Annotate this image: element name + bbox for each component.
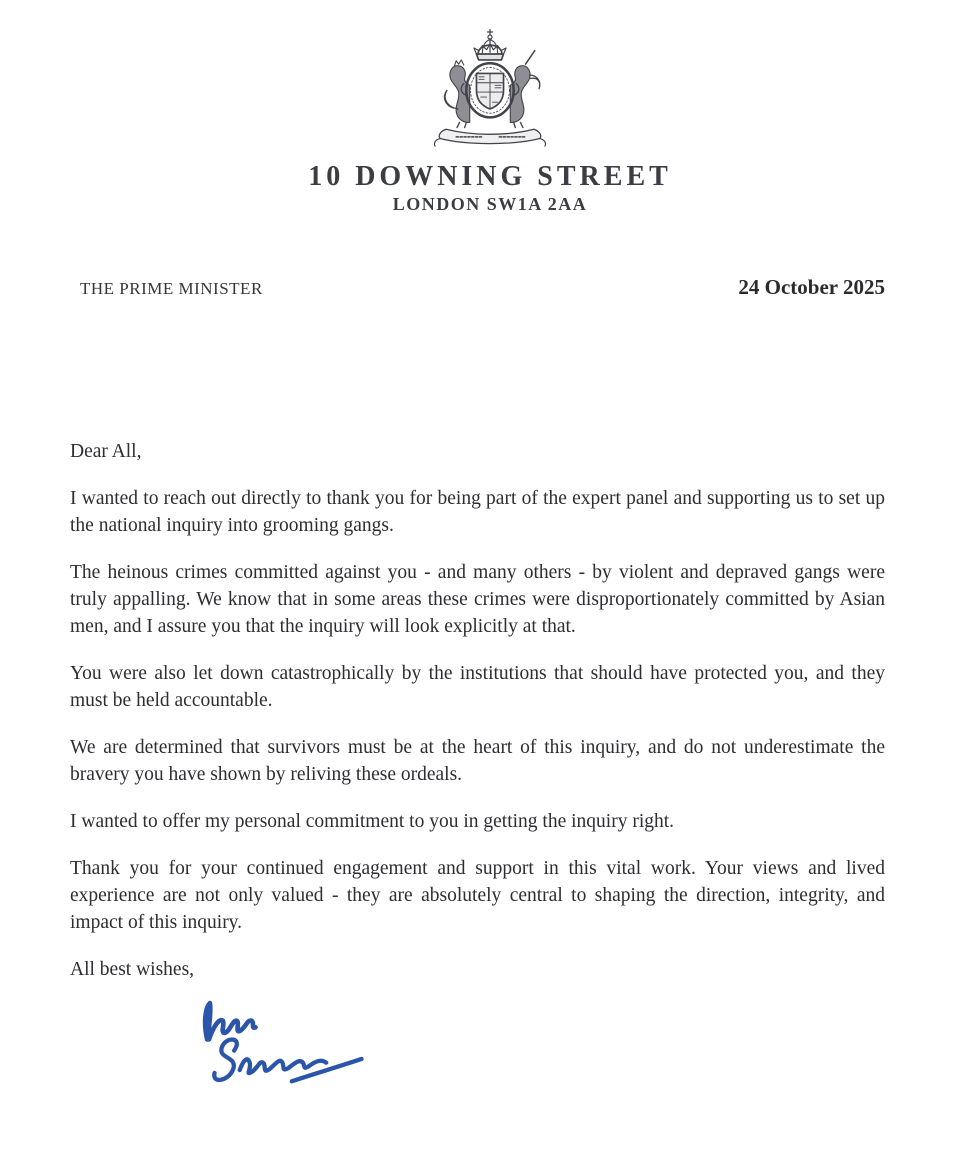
- salutation: Dear All,: [70, 441, 142, 462]
- signature-block: [182, 989, 885, 1109]
- letter-paragraph: Thank you for your continued engagement and support in this vital work. Your views and lived experience are not only valued - they are absolutely central to shaping the direction, integrity, and impact of this inquiry.: [70, 858, 885, 933]
- letter-paragraph: I wanted to reach out directly to thank you for being part of the expert panel and supporting us to set up the national inquiry into grooming gangs.: [70, 488, 885, 536]
- keir-starmer-signature: [182, 989, 396, 1101]
- letterhead-address-line2: LONDON SW1A 2AA: [392, 194, 588, 214]
- letterhead: [0, 26, 980, 215]
- letter-date: 24 October 2025: [738, 275, 885, 299]
- royal-coat-of-arms-icon: [397, 26, 583, 153]
- letter-paragraph: You were also let down catastrophically by the institutions that should have protected you, and they must be held accountable.: [70, 663, 885, 711]
- sender-title: THE PRIME MINISTER: [80, 279, 263, 298]
- closing: All best wishes,: [70, 959, 195, 980]
- letterhead-address-line1: 10 DOWNING STREET: [308, 161, 672, 192]
- letter-paragraph: We are determined that survivors must be at the heart of this inquiry, and do not underestimate the bravery you have shown by reliving these ordeals.: [70, 737, 885, 785]
- letter-paragraph: The heinous crimes committed against you - and many others - by violent and depraved gangs were truly appalling. We know that in some areas these crimes were disproportionately committed by Asian men, and I assure you that the inquiry will look explicitly at that.: [70, 562, 885, 637]
- letter-paragraph: I wanted to offer my personal commitment to you in getting the inquiry right.: [70, 811, 675, 832]
- letter-body: [0, 438, 980, 1109]
- meta-row: [0, 275, 980, 300]
